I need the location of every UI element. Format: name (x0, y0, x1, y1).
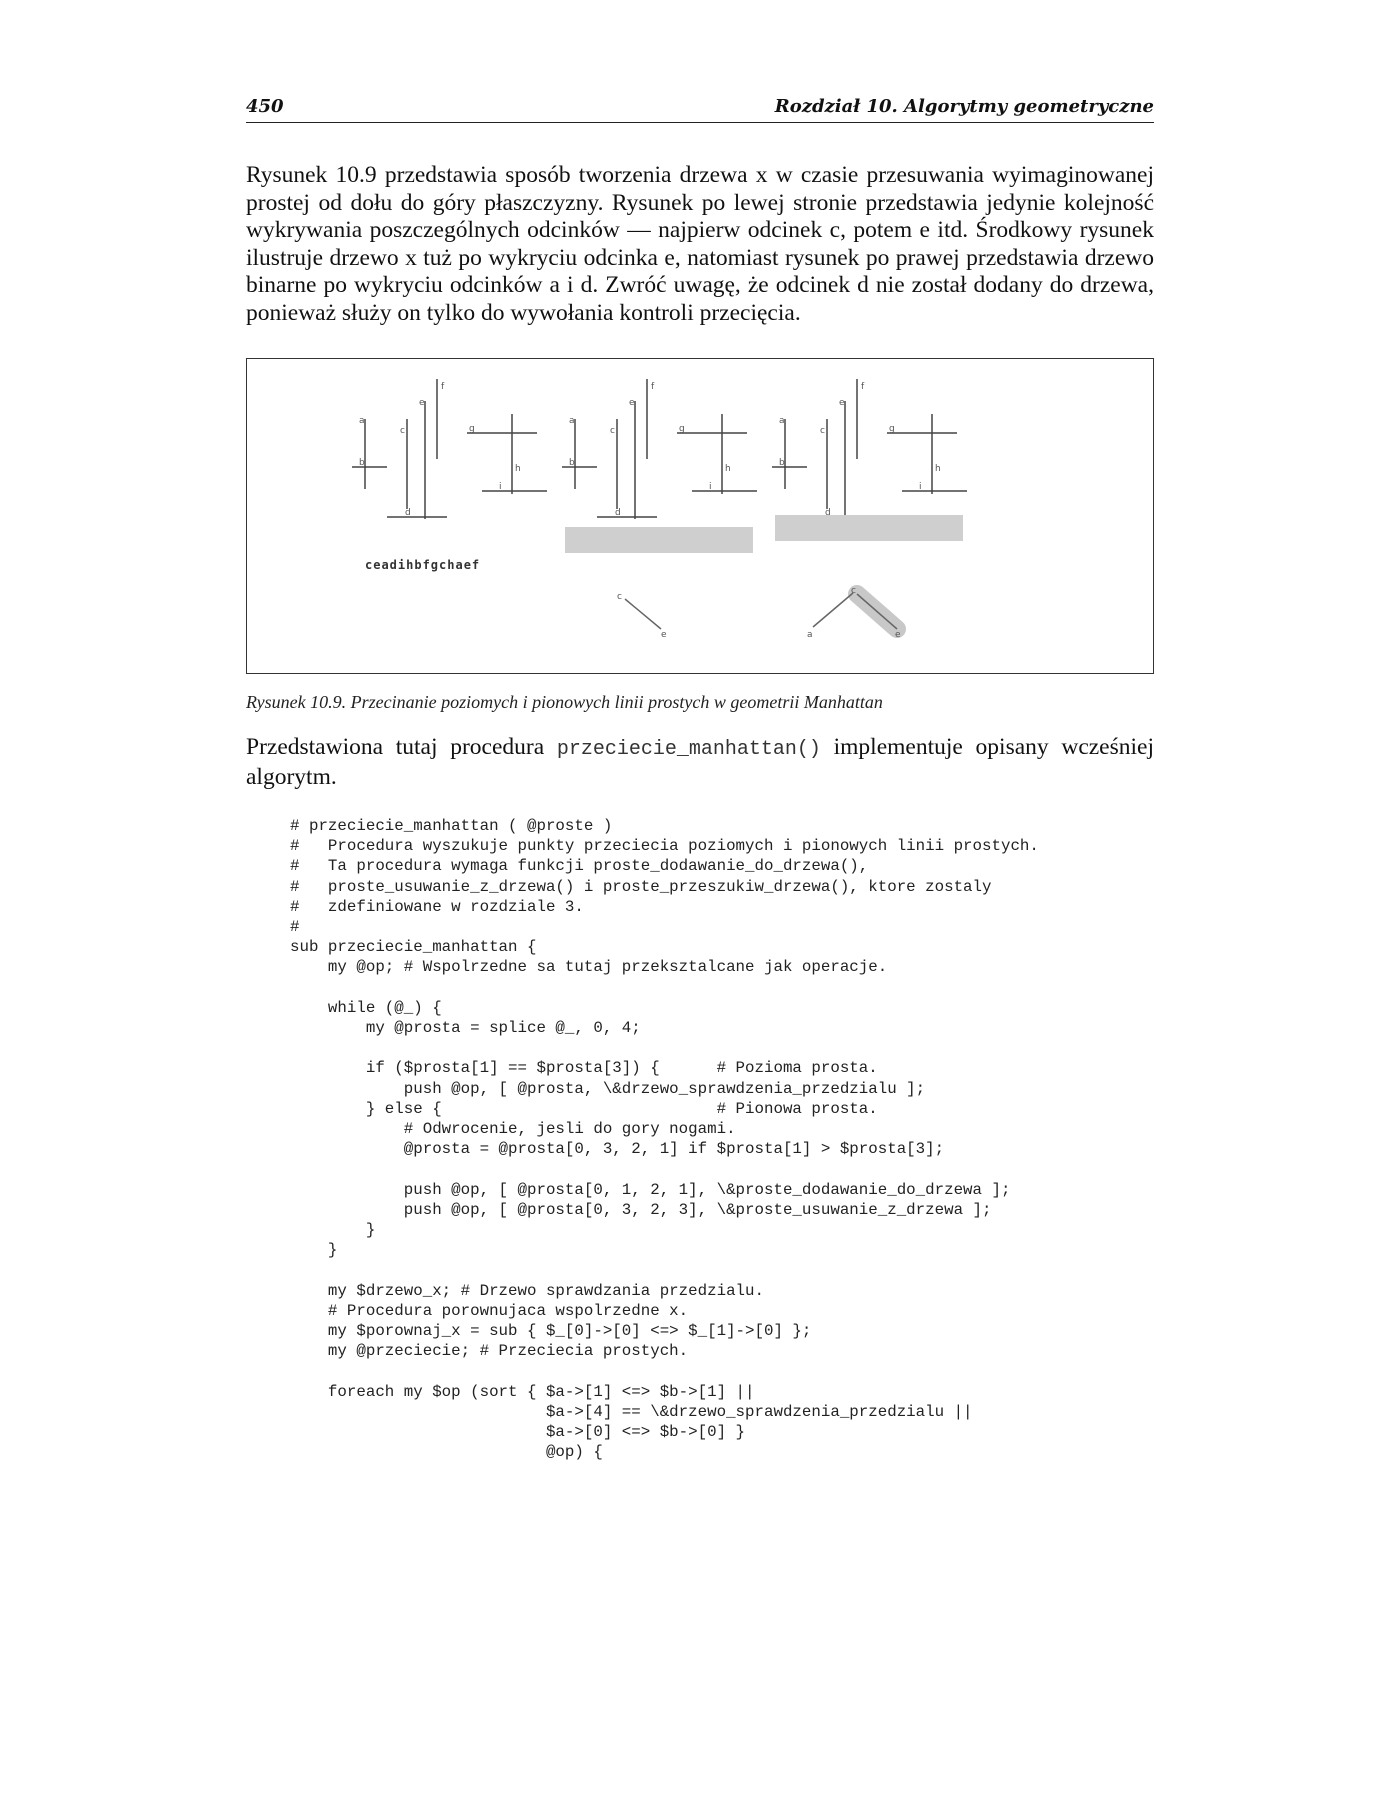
label-c-mid: c (610, 426, 615, 436)
label-h: h (515, 464, 521, 474)
label-d: d (405, 508, 411, 518)
label-g: g (469, 424, 475, 434)
code-line: # Procedura wyszukuje punkty przeciecia poziomych i pionowych linii prostych. (290, 837, 1039, 856)
label-c: c (400, 426, 405, 436)
procedure-name-code: przeciecie_manhattan() (556, 738, 821, 761)
panel-middle (562, 379, 757, 519)
figure-caption: Rysunek 10.9. Przecinanie poziomych i pionowych linii prostych w geometrii Manhattan (246, 692, 883, 712)
label-e-right: e (839, 398, 845, 408)
chapter-title: Rozdział 10. Algorytmy geometryczne (774, 96, 1154, 117)
tree-node-c-right: c (851, 586, 856, 596)
label-b: b (359, 458, 365, 468)
label-g-right: g (889, 424, 895, 434)
label-a-mid: a (569, 416, 575, 426)
tree-middle (617, 592, 667, 640)
label-g-mid: g (679, 424, 685, 434)
code-line: } (290, 1221, 376, 1240)
label-a-right: a (779, 416, 785, 426)
label-c-right: c (820, 426, 825, 436)
sweep-line-middle (565, 527, 753, 553)
procedure-paragraph (246, 734, 1154, 791)
code-line: foreach my $op (sort { $a->[1] <=> $b->[1] || (290, 1382, 755, 1401)
label-i: i (499, 482, 502, 492)
code-line: # (290, 918, 300, 937)
label-h-mid: h (725, 464, 731, 474)
panel-left (352, 379, 547, 519)
code-line: while (@_) { (290, 998, 442, 1017)
code-line: # proste_usuwanie_z_drzewa() i proste_przeszukiw_drzewa(), ktore zostaly (290, 877, 992, 896)
label-f-right: f (861, 382, 865, 392)
sweep-line-right (775, 515, 963, 541)
label-e-mid: e (629, 398, 635, 408)
code-line: my $porownaj_x = sub { $_[0]->[0] <=> $_[1]->[0] }; (290, 1322, 812, 1341)
detection-order: ceadihbfgchaef (365, 558, 481, 572)
label-e: e (419, 398, 425, 408)
code-line: @prosta = @prosta[0, 3, 2, 1] if $prosta[1] > $prosta[3]; (290, 1140, 945, 1159)
tree-node-e: e (661, 630, 667, 640)
tree-node-a: a (807, 630, 813, 640)
intro-paragraph: Rysunek 10.9 przedstawia sposób tworzenia drzewa x w czasie przesuwania wyimaginowanej prostej od dołu do góry płaszczyzny. Rysunek po lewej stronie przedstawia jedynie kolejność wykrywania poszczególnych odcinków — najpierw odcinek c, potem e itd. Środkowy rysunek ilustruje drzewo x tuż po wykryciu odcinka e, natomiast rysunek po prawej przedstawia drzewo binarne po wykryciu odcinków a i d. Zwróć uwagę, że odcinek d nie został dodany do drzewa, ponieważ służy on tylko do wywołania kontroli przecięcia. (246, 162, 1154, 326)
panel-right (772, 379, 967, 519)
code-line: # Procedura porownujaca wspolrzedne x. (290, 1301, 689, 1320)
label-i-right: i (919, 482, 922, 492)
code-line: # zdefiniowane w rozdziale 3. (290, 897, 584, 916)
tree-node-c: c (617, 592, 622, 602)
code-line: # Odwrocenie, jesli do gory nogami. (290, 1120, 736, 1139)
code-line: sub przeciecie_manhattan { (290, 938, 537, 957)
figure-10-9 (246, 358, 1154, 674)
code-line: @op) { (290, 1443, 603, 1462)
code-line: push @op, [ @prosta, \&drzewo_sprawdzenia_przedzialu ]; (290, 1079, 926, 1098)
panel-left-labels (359, 382, 521, 572)
label-f: f (441, 382, 445, 392)
code-line: my @prosta = splice @_, 0, 4; (290, 1019, 641, 1038)
code-line: if ($prosta[1] == $prosta[3]) { # Pozioma prosta. (290, 1059, 878, 1078)
page-number: 450 (246, 96, 284, 117)
label-f-mid: f (651, 382, 655, 392)
code-line: $a->[0] <=> $b->[0] } (290, 1423, 746, 1442)
label-h-right: h (935, 464, 941, 474)
panel-right-labels (779, 382, 941, 518)
code-line: push @op, [ @prosta[0, 1, 2, 1], \&proste_dodawanie_do_drzewa ]; (290, 1180, 1011, 1199)
code-line: } else { # Pionowa prosta. (290, 1099, 878, 1118)
perl-code-listing (290, 816, 1039, 1463)
code-line: push @op, [ @prosta[0, 3, 2, 3], \&proste_usuwanie_z_drzewa ]; (290, 1200, 992, 1219)
panel-middle-labels (569, 382, 731, 518)
tree-node-e-right: e (895, 630, 901, 640)
code-line: $a->[4] == \&drzewo_sprawdzenia_przedzialu || (290, 1402, 973, 1421)
code-line: my @op; # Wspolrzedne sa tutaj przeksztalcane jak operacje. (290, 958, 888, 977)
procedure-text-before: Przedstawiona tutaj procedura (246, 734, 557, 760)
label-d-mid: d (615, 508, 621, 518)
code-line: } (290, 1241, 338, 1260)
running-header (246, 96, 1154, 123)
label-b-right: b (779, 458, 785, 468)
tree-right (807, 586, 901, 640)
label-a: a (359, 416, 365, 426)
procedure-text-after: implementuje opisany wcześniej algorytm. (246, 734, 1154, 790)
code-line: my $drzewo_x; # Drzewo sprawdzania przedzialu. (290, 1281, 764, 1300)
label-i-mid: i (709, 482, 712, 492)
label-d-right: d (825, 508, 831, 518)
label-b-mid: b (569, 458, 575, 468)
code-line: # przeciecie_manhattan ( @proste ) (290, 817, 613, 835)
code-line: my @przeciecie; # Przeciecia prostych. (290, 1342, 689, 1361)
manhattan-diagram (247, 359, 1153, 673)
code-line: # Ta procedura wymaga funkcji proste_dodawanie_do_drzewa(), (290, 857, 869, 876)
